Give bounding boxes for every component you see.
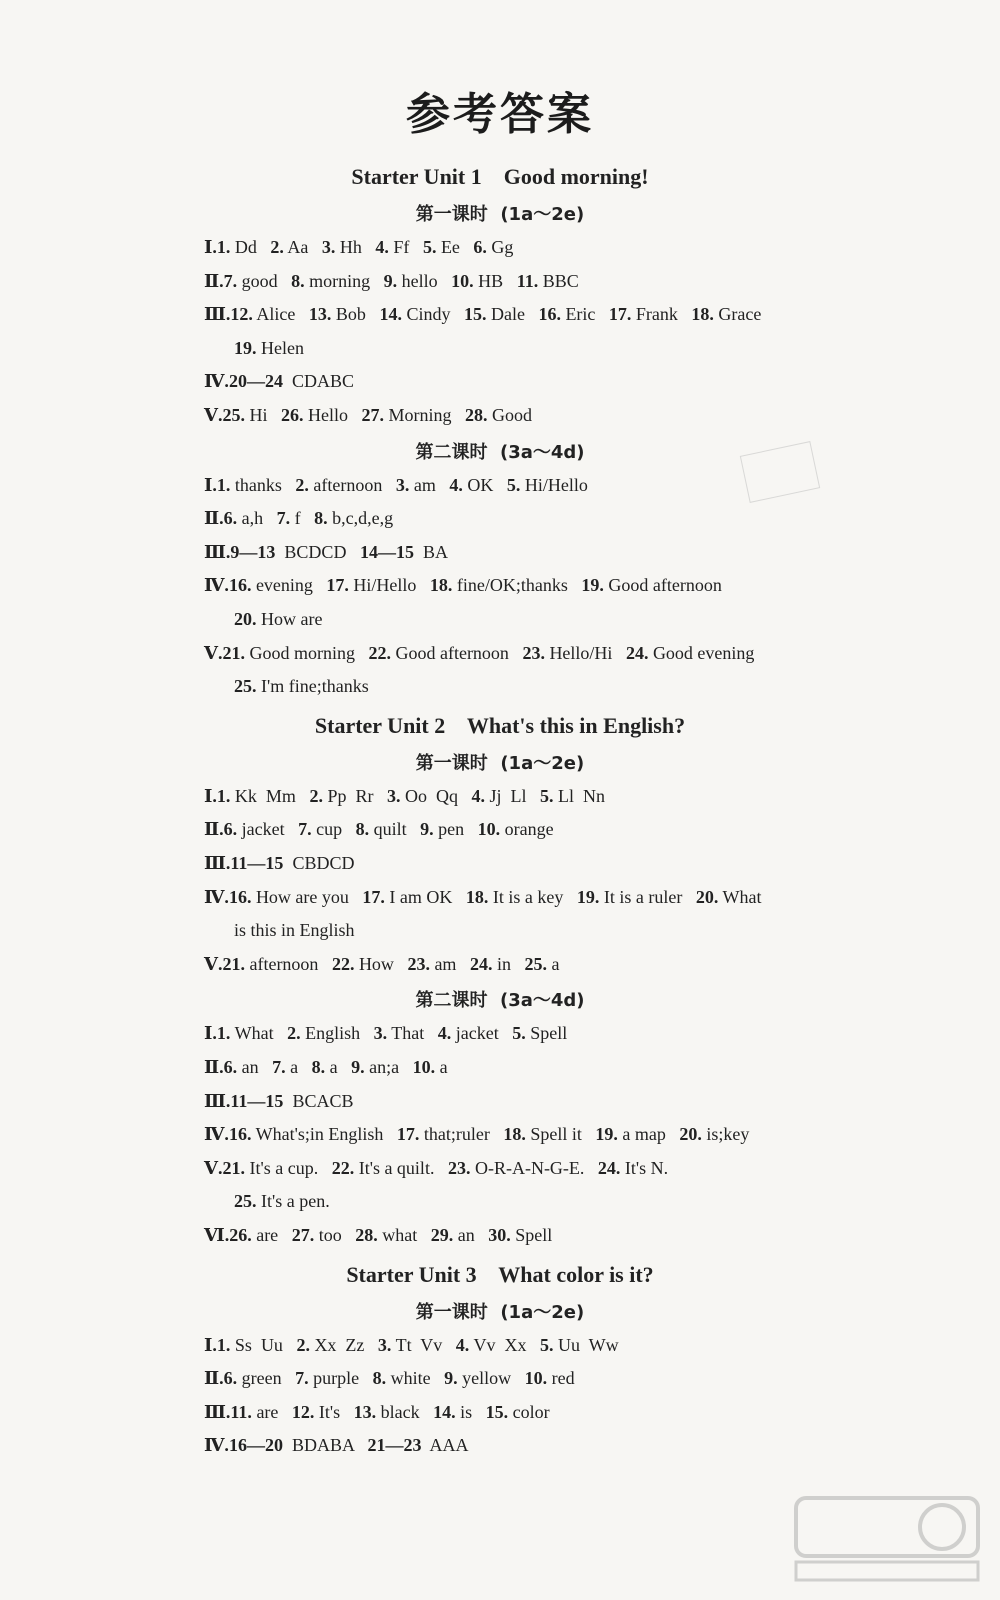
answer-item: 25. It's a pen.: [234, 1191, 330, 1212]
question-group-label: Ⅰ.: [204, 237, 217, 257]
answer-line-continued: [234, 608, 322, 630]
answer-line: [204, 1090, 353, 1112]
question-group-label: Ⅲ.: [204, 1090, 231, 1111]
answer-line: [204, 303, 761, 325]
answer-item: 2. Pp Rr: [309, 785, 374, 806]
answer-item: 24. It's N.: [597, 1157, 669, 1178]
answer-item: 4. OK: [449, 474, 494, 495]
answer-line: [204, 1056, 448, 1078]
answer-line: [204, 785, 605, 807]
question-group-label: Ⅳ.: [204, 575, 229, 596]
answer-line: [204, 1123, 749, 1145]
answer-item: 23. am: [407, 953, 457, 974]
answer-item: 27. too: [291, 1225, 342, 1245]
answer-line: [204, 818, 554, 840]
answer-item: 4. Jj Ll: [471, 785, 527, 806]
answer-item: 3. Hh: [321, 237, 362, 257]
answer-line-continued: [234, 675, 369, 697]
answer-item: 7. cup: [298, 819, 343, 840]
answer-item: 1. thanks: [216, 474, 282, 495]
answer-line: [204, 574, 722, 596]
question-group-label: Ⅳ.: [204, 886, 229, 907]
answer-item: 20—24 CDABC: [228, 371, 354, 392]
unit-heading: Starter Unit 1 Good morning!: [351, 164, 649, 189]
answer-line-continued: [234, 337, 304, 359]
answer-line: [204, 642, 754, 664]
question-group-label: Ⅳ.: [204, 1435, 229, 1456]
question-group-label: Ⅴ.: [204, 405, 223, 425]
answer-item: 19. a map: [595, 1124, 666, 1145]
answer-item: 28. Good: [464, 405, 532, 425]
answer-line: [204, 1157, 668, 1179]
answer-item: 8. quilt: [355, 819, 407, 840]
answer-item: 6. a,h: [223, 508, 264, 529]
section-heading: 第一课时 (1a～2e): [415, 752, 585, 774]
answer-item: 11—15 CBDCD: [230, 853, 355, 873]
question-group-label: Ⅲ.: [204, 853, 231, 873]
answer-item: 14. is: [433, 1401, 473, 1422]
answer-item: 5. Ll Nn: [539, 785, 605, 806]
answer-item: 21. It's a cup.: [222, 1157, 319, 1178]
question-group-label: Ⅵ.: [204, 1225, 230, 1245]
answer-item: 11. BBC: [516, 270, 579, 291]
answer-item: 10. orange: [477, 819, 554, 840]
answer-item: 22. Good afternoon: [368, 642, 509, 663]
answer-item: 25. Hi: [222, 405, 268, 425]
answer-line-continued: [234, 1190, 330, 1212]
answer-item: 12. Alice: [230, 304, 296, 325]
question-group-label: Ⅲ.: [204, 1401, 231, 1422]
answer-item: 8. b,c,d,e,g: [314, 508, 394, 529]
question-group-label: Ⅱ.: [204, 270, 224, 291]
answer-item: 7. purple: [295, 1368, 360, 1389]
answer-item: 17. Frank: [608, 304, 678, 325]
section-heading: 第二课时 (3a～4d): [415, 990, 585, 1012]
question-group-label: Ⅲ.: [204, 541, 231, 562]
answer-item: 17. I am OK: [362, 886, 453, 907]
question-group-label: Ⅴ.: [204, 1157, 223, 1178]
answer-item: 21. afternoon: [222, 953, 319, 974]
answer-item: 23. O-R-A-N-G-E.: [447, 1157, 585, 1178]
answer-item: 24. in: [469, 953, 511, 974]
answer-item: is this in English: [234, 920, 355, 941]
answer-item: 8. morning: [291, 270, 371, 291]
answer-item: 9—13 BCDCD: [230, 541, 347, 562]
answer-line: [204, 270, 579, 292]
answer-item: 1. Ss Uu: [216, 1334, 283, 1355]
answer-item: 3. am: [395, 474, 436, 495]
answer-item: 2. afternoon: [295, 474, 383, 495]
answer-line: [204, 1224, 552, 1246]
answer-line: [204, 370, 354, 392]
section-heading: 第一课时 (1a～2e): [415, 204, 585, 225]
answer-item: 22. It's a quilt.: [331, 1157, 435, 1178]
answer-item: 25. a: [524, 953, 560, 974]
question-group-label: Ⅲ.: [204, 304, 231, 325]
answer-item: 18. Grace: [691, 304, 762, 325]
answer-item: 5. Ee: [422, 237, 460, 257]
answer-line: [204, 541, 448, 563]
answer-item: 20. How are: [234, 609, 323, 629]
answer-item: 3. That: [373, 1023, 425, 1044]
answer-item: 25. I'm fine;thanks: [234, 676, 369, 697]
answer-line: [204, 1401, 550, 1423]
answer-line: [204, 886, 762, 908]
answer-item: 6. green: [223, 1368, 282, 1389]
answer-line: [204, 1022, 567, 1044]
answer-item: 26. Hello: [280, 405, 348, 425]
answer-item: 27. Morning: [361, 405, 452, 425]
question-group-label: Ⅳ.: [204, 371, 229, 392]
answer-item: 14. Cindy: [379, 304, 451, 325]
question-group-label: Ⅴ.: [204, 953, 223, 974]
question-group-label: Ⅰ.: [204, 474, 217, 495]
question-group-label: Ⅴ.: [204, 642, 223, 663]
answer-item: 10. red: [524, 1368, 575, 1389]
answer-item: 1. Kk Mm: [216, 785, 296, 806]
question-group-label: Ⅱ.: [204, 508, 224, 529]
answer-item: 13. black: [353, 1401, 420, 1422]
answer-item: 29. an: [430, 1225, 475, 1245]
answer-item: 17. Hi/Hello: [326, 575, 417, 596]
answer-item: 21. Good morning: [222, 642, 355, 663]
answer-item: 11. are: [230, 1401, 279, 1422]
question-group-label: Ⅱ.: [204, 1057, 224, 1077]
answer-item: 9. yellow: [444, 1368, 512, 1389]
answer-item: 4. jacket: [437, 1023, 499, 1044]
answer-line: [204, 1434, 468, 1456]
answer-item: 2. English: [287, 1023, 361, 1044]
answer-line: [204, 1334, 619, 1356]
answer-item: 1. What: [216, 1023, 274, 1044]
answer-item: 2. Aa: [270, 237, 309, 257]
answer-item: 18. fine/OK;thanks: [429, 575, 568, 596]
answer-item: 3. Oo Qq: [386, 785, 458, 806]
answer-item: 4. Ff: [375, 237, 410, 257]
answer-item: 22. How: [331, 953, 394, 974]
answer-item: 13. Bob: [308, 304, 366, 325]
answer-item: 21—23 AAA: [367, 1435, 469, 1456]
answer-item: 26. are: [229, 1225, 279, 1245]
answer-line-continued: [234, 919, 355, 941]
answer-item: 18. It is a key: [465, 886, 564, 907]
answer-item: 19. It is a ruler: [576, 886, 683, 907]
unit-heading: Starter Unit 3 What color is it?: [346, 1261, 654, 1287]
answer-item: 15. Dale: [463, 304, 525, 325]
unit-heading: Starter Unit 2 What's this in English?: [314, 712, 686, 738]
answer-item: 30. Spell: [488, 1225, 553, 1245]
answer-item: 1. Dd: [216, 237, 257, 257]
answer-item: 28. what: [355, 1225, 418, 1245]
answer-item: 3. Tt Vv: [377, 1334, 443, 1355]
answer-item: 12. It's: [291, 1401, 341, 1422]
answer-item: 16—20 BDABA: [228, 1435, 354, 1456]
answer-item: 24. Good evening: [625, 642, 755, 663]
answer-item: 7. f: [276, 508, 301, 529]
answer-line: [204, 507, 393, 529]
answer-item: 16. What's;in English: [228, 1124, 384, 1145]
answer-line: [204, 852, 354, 874]
answer-item: 10. HB: [451, 270, 504, 291]
question-group-label: Ⅰ.: [204, 1334, 217, 1355]
answer-item: 4. Vv Xx: [455, 1334, 527, 1355]
answer-item: 10. a: [412, 1057, 448, 1077]
answer-line: [204, 953, 559, 975]
answer-item: 8. white: [372, 1368, 431, 1389]
question-group-label: Ⅳ.: [204, 1124, 229, 1145]
section-heading: 第一课时 (1a～2e): [415, 1301, 585, 1323]
answer-item: 2. Xx Zz: [296, 1334, 365, 1355]
answer-item: 19. Helen: [234, 337, 304, 358]
answer-item: 14—15 BA: [359, 541, 448, 562]
answer-item: 6. an: [223, 1057, 259, 1077]
answer-item: 5. Uu Ww: [539, 1334, 619, 1355]
answer-item: 5. Hi/Hello: [506, 474, 588, 495]
answer-item: 20. What: [695, 886, 762, 907]
answer-item: 9. hello: [383, 270, 438, 291]
question-group-label: Ⅰ.: [204, 1023, 217, 1044]
answer-item: 17. that;ruler: [396, 1124, 490, 1145]
answer-item: 9. an;a: [351, 1057, 400, 1077]
answer-item: 18. Spell it: [503, 1124, 582, 1145]
answer-item: 16. Eric: [538, 304, 596, 325]
answer-item: 9. pen: [420, 819, 465, 840]
page-title: 参考答案: [406, 89, 594, 140]
watermark-logo: [792, 1490, 982, 1586]
answer-line: [204, 1367, 575, 1389]
answer-item: 11—15 BCACB: [230, 1090, 354, 1111]
answer-line: [204, 404, 532, 426]
answer-item: 7. good: [223, 270, 278, 291]
answer-item: 6. jacket: [223, 819, 285, 840]
answer-item: 23. Hello/Hi: [522, 642, 613, 663]
answer-line: [204, 474, 588, 496]
answer-item: 15. color: [485, 1401, 550, 1422]
answer-item: 20. is;key: [679, 1124, 750, 1145]
answer-item: 8. a: [311, 1057, 338, 1077]
answer-item: 5. Spell: [512, 1023, 568, 1044]
answer-item: 7. a: [272, 1057, 299, 1077]
question-group-label: Ⅰ.: [204, 785, 217, 806]
answer-item: 16. evening: [228, 575, 313, 596]
section-heading: 第二课时 (3a～4d): [415, 441, 585, 463]
question-group-label: Ⅱ.: [204, 1368, 224, 1389]
answer-item: 6. Gg: [473, 237, 514, 257]
question-group-label: Ⅱ.: [204, 819, 224, 840]
answer-item: 19. Good afternoon: [581, 575, 722, 596]
answer-line: [204, 236, 513, 258]
answer-item: 16. How are you: [228, 886, 349, 907]
